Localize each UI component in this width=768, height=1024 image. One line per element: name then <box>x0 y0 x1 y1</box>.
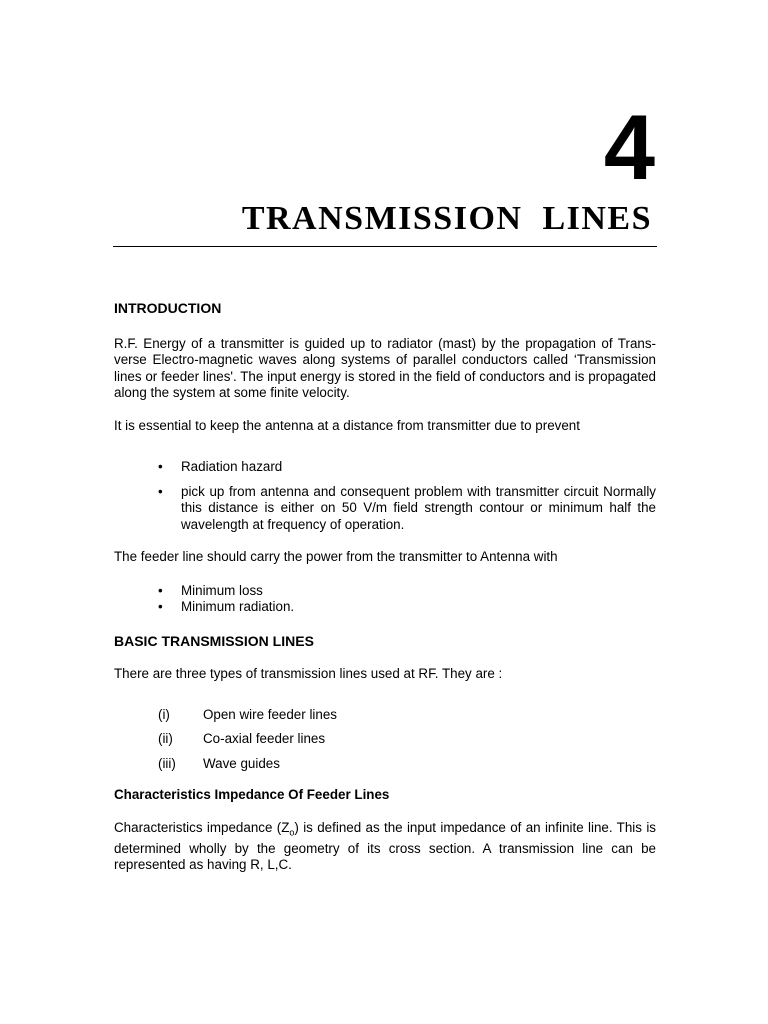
list-item <box>114 731 656 756</box>
impedance-subscript: o <box>289 827 295 838</box>
impedance-heading: Characteristics Impedance Of Feeder Lines <box>114 787 390 802</box>
list-item <box>114 484 656 534</box>
title-rule <box>113 246 657 247</box>
document-body <box>114 300 656 874</box>
intro-paragraph-2: It is essential to keep the antenna at a distance from transmitter due to prevent <box>114 417 580 433</box>
impedance-paragraph <box>114 820 656 874</box>
list-item-text: Minimum radiation. <box>181 599 295 614</box>
list-item <box>114 707 656 732</box>
intro-heading: INTRODUCTION <box>114 300 222 316</box>
chapter-title: TRANSMISSION LINES <box>241 200 652 237</box>
list-item-text: Co-axial feeder lines <box>203 731 326 746</box>
bullet-icon: • <box>158 459 163 474</box>
chapter-number: 4 <box>603 97 655 199</box>
list-item-text: Open wire feeder lines <box>203 706 337 722</box>
basic-heading: BASIC TRANSMISSION LINES <box>114 632 314 649</box>
list-item <box>114 459 656 476</box>
hazard-list <box>114 459 656 533</box>
list-item-number: (i) <box>158 706 170 722</box>
types-list <box>114 707 656 781</box>
intro-paragraph-3: The feeder line should carry the power from the transmitter to Antenna with <box>114 549 558 564</box>
list-item <box>114 756 656 781</box>
list-item-text: Wave guides <box>203 755 280 771</box>
impedance-text-after: ) is defined as the input impedance of an infinite line. This is determined wholly by the geometry of its cross section. A transmission line can be represented as having R, L,C. <box>114 819 656 873</box>
list-item-text: pick up from antenna and consequent problem with transmitter circuit Normally this distance is either on 50 V/m field strength contour or minimum half the wavelength at frequency of operation. <box>181 483 656 532</box>
impedance-text-before: Characteristics impedance (Z <box>114 819 290 835</box>
basic-paragraph: There are three types of transmission lines used at RF. They are : <box>114 666 503 681</box>
list-item-text: Minimum loss <box>181 582 263 598</box>
list-item-text: Radiation hazard <box>181 459 283 474</box>
intro-paragraph-1: R.F. Energy of a transmitter is guided up to radiator (mast) by the propagation of Trans-verse Electro-magnetic waves along systems of parallel conductors called ‘Transmission lines or feeder lines'. The input energy is stored in the field of conductors and is propagated along the system at some finite velocity. <box>114 335 656 400</box>
list-item-number: (ii) <box>158 731 173 746</box>
list-item <box>114 583 656 600</box>
list-item-number: (iii) <box>158 755 176 771</box>
bullet-icon: • <box>158 483 163 499</box>
bullet-icon: • <box>158 582 163 598</box>
list-item <box>114 599 656 616</box>
requirements-list <box>114 583 656 616</box>
bullet-icon: • <box>158 599 163 614</box>
